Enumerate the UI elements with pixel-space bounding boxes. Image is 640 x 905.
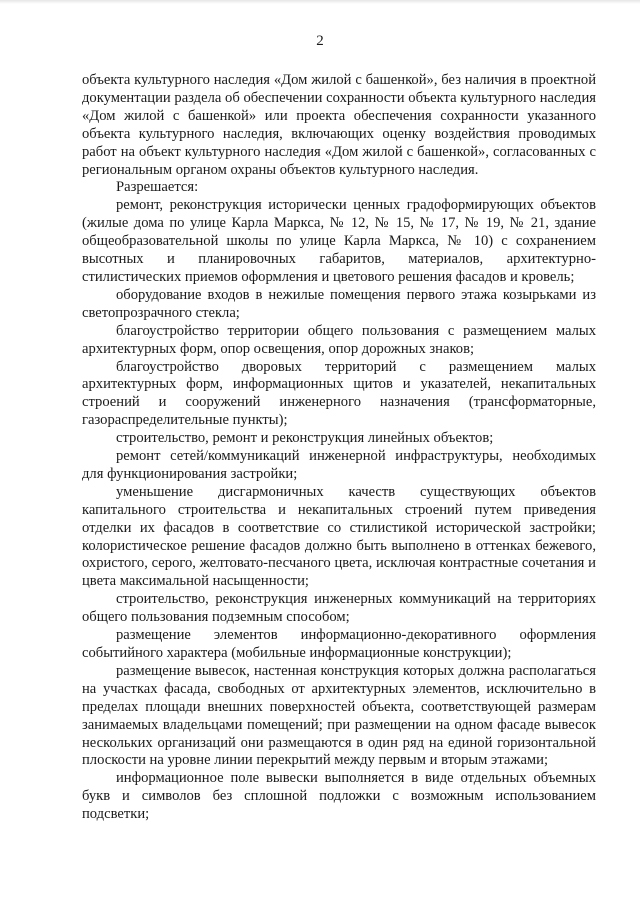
paragraph: размещение элементов информационно-декоративного оформления событийного характера (мобильные информационные конструкции); xyxy=(82,627,596,661)
paragraph: уменьшение дисгармоничных качеств существующих объектов капитального строительства и некапитальных строений путем приведения отделки их фасадов в соответствие со стилистикой исторической застройки; колористическое решение фасадов должно быть выполнено в оттенках бежевого, охристого, серого, желтовато-песчаного цвета, исключая контрастные сочетания и цвета максимальной насыщенности; xyxy=(82,483,596,590)
paragraph: строительство, реконструкция инженерных коммуникаций на территориях общего пользования подземным способом; xyxy=(82,591,596,626)
paragraph: Разрешается: xyxy=(116,179,199,196)
paragraph: размещение вывесок, настенная конструкция которых должна располагаться на участках фасада, свободных от архитектурных элементов, исключительно в пределах площади внешних поверхностей объекта, соответствующей размерам занимаемых владельцами помещений; при размещении на одном фасаде вывесок нескольких организаций они размещаются в один ряд на единой горизонтальной плоскости на уровне линии перекрытий между первым и вторым этажами; xyxy=(82,662,596,769)
paragraph: благоустройство территории общего пользования с размещением малых архитектурных форм, опор освещения, опор дорожных знаков; xyxy=(82,322,596,357)
paragraph: строительство, ремонт и реконструкция линейных объектов; xyxy=(116,430,494,447)
document-body xyxy=(82,72,596,824)
scan-edge xyxy=(0,0,640,4)
paragraph: ремонт сетей/коммуникаций инженерной инфраструктуры, необходимых для функционирования застройки; xyxy=(82,448,596,482)
paragraph: оборудование входов в нежилые помещения первого этажа козырьками из светопрозрачного стекла; xyxy=(82,286,596,321)
paragraph: объекта культурного наследия «Дом жилой с башенкой», без наличия в проектной документации раздела об обеспечении сохранности объекта культурного наследия «Дом жилой с башенкой» или проекта обеспечения сохранности указанного объекта культурного наследия, включающих оценку воздействия проводимых работ на объект культурного наследия «Дом жилой с башенкой», согласованных с региональным органом охраны объектов культурного наследия. xyxy=(82,72,596,178)
paragraph: ремонт, реконструкция исторически ценных градоформирующих объектов (жилые дома по улице Карла Маркса, № 12, № 15, № 17, № 19, № 21, здание общеобразовательной школы по улице Карла Маркса, № 10) с сохранением высотных и планировочных габаритов, материалов, архитектурно-стилистических приемов оформления и цветового решения фасадов и кровель; xyxy=(82,197,596,285)
paragraph: благоустройство дворовых территорий с размещением малых архитектурных форм, информационных щитов и указателей, некапитальных строений и сооружений инженерного назначения (трансформаторные, газораспределительные пункты); xyxy=(82,358,596,429)
paragraph: информационное поле вывески выполняется в виде отдельных объемных букв и символов без сплошной подложки с возможным использованием подсветки; xyxy=(82,770,596,823)
page-number: 2 xyxy=(316,33,324,49)
